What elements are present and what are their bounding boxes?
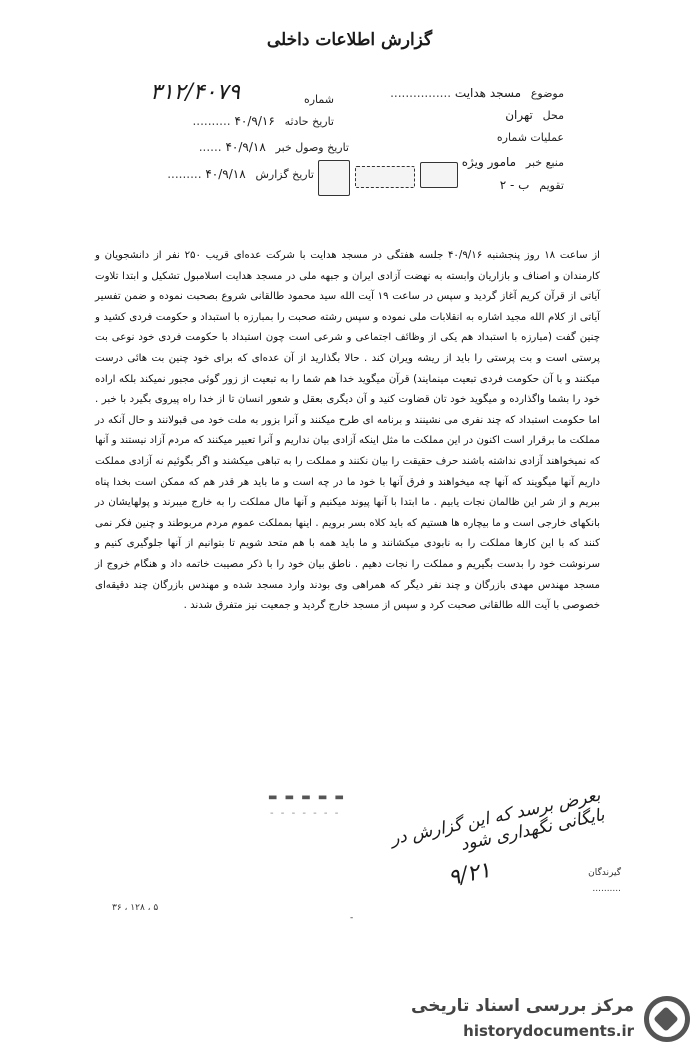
number-label: شماره [303, 93, 334, 106]
number-label-field [304, 92, 334, 106]
redaction-mark-2 [355, 166, 415, 188]
archive-logo-icon [644, 996, 690, 1042]
report-date-dots: ......... [167, 167, 202, 181]
footer-mark: - [350, 913, 354, 923]
footer-code: ۳۶ ، ۱۲۸ ، ۵ [112, 903, 159, 913]
receipt-date-value: ۴۰/۹/۱۸ [225, 140, 266, 154]
source-field [462, 155, 564, 169]
source-value: مامور ویژه [461, 155, 517, 169]
plaque-label: عملیات شماره [496, 131, 564, 144]
recipients-line: .......... [592, 884, 621, 894]
place-label: محل [542, 109, 564, 122]
receipt-date-label: تاریخ وصول خبر [275, 141, 349, 154]
report-body [95, 246, 600, 617]
document-number: ۳۱۲/۴۰۷۹ [150, 80, 241, 105]
report-date-value: ۴۰/۹/۱۸ [205, 167, 246, 181]
event-date-label: تاریخ حادثه [284, 115, 334, 128]
redaction-mark-1 [318, 160, 350, 196]
receipt-date-dots: ...... [198, 140, 222, 154]
event-date-value: ۴۰/۹/۱۶ [234, 114, 275, 128]
recipients-label: گیرندگان [588, 868, 621, 878]
document-title: گزارش اطلاعات داخلی [266, 30, 433, 50]
watermark-en: historydocuments.ir [463, 1022, 634, 1040]
event-date-field [192, 114, 334, 128]
subject-value: مسجد هدایت [454, 86, 521, 100]
subject-dots: ................ [390, 86, 452, 100]
handwritten-date: ۹/۲۱ [445, 857, 494, 892]
event-date-dots: .......... [192, 114, 231, 128]
report-date-label: تاریخ گزارش [255, 168, 314, 181]
place-field [505, 108, 564, 122]
place-value: تهران [505, 108, 533, 122]
separator-dashes: ▬ ▬ ▬ ▬ ▬ [268, 792, 346, 803]
subject-field [390, 86, 564, 100]
report-paragraph: از ساعت ۱۸ روز پنجشنبه ۴۰/۹/۱۶ جلسه هفتگی در مسجد هدایت با شرکت عده‌ای قریب ۲۵۰ نفر از دانشجویان و کارمندان و اصناف و بازاریان وابسته به نهضت آزادی ایران و جبهه ملی در مسجد هدایت اسلامبول تشکیل و ابتدا تلاوت آیاتی از قرآن کریم آغاز گردید و سپس در ساعت ۱۹ آیت الله سید محمود طالقانی شروع بصحبت نموده و ضمن تفسیر آیاتی از کلام الله مجید اشاره به انقلابات ملی نموده و سپس رشته صحبت را بمبارزه با استبداد و حکومت فردی کشید و چنین گفت (مبارزه با استبداد هم یکی از وظائف اجتماعی و شرعی است چون استبداد با حکومت فردی خود نوعی بت پرستی است و بت پرستی را باید از ریشه ویران کند . حالا بگذارید از آن عده‌ای که برای خود چنین بت هائی درست میکنند و با آن حکومت فردی تبعیت مینمایند) قرآن میگوید خدا هم شما را به تبعیت از زور گوئی مجبور نمیکند بلکه اراده خود را بشما واگذارده و میگوید خود تان قضاوت کنید و آن دیگری بعقل و شعور انسان تا از خدا راه پیروی بگیرد با خبر . اما حکومت استبداد که چند نفری می نشینند و برنامه ای طرح میکنند و آنرا بزور به ملت خود می قبولانند و حال آنکه در مملکت ما برقرار است اکنون در این مملکت ما مثل اینکه آزادی بیان نداریم و آنرا تعبیر میکنند که مردم آزاد نیستند و آنها که نمیخواهند آزادی نداشته باشند حرف حقیقت را بیان نکنند و مملکت را به تباهی میکشند و اگر بگوئیم نه آزادی مملکت داریم آنها میگویند که آنها چه میخواهند و فرق آنها با خود ما در چه است و ما باید هر قدر هم که ممکن است بخدا پناه ببریم و از شر این ظالمان نجات یابیم . ما ابتدا با آنها پیوند میکنیم و آنها مال مملکت را به خارج میبرند و پولهایشان در بانکهای خارجی است و ما بیچاره ها هستیم که باید کلاه بسر برویم . اینها بمملکت عموم مردم مربوطند و چنین فکر نمی کنند که با این کارها مملکت را به نابودی میکشانند و ما باید همه با هم متحد شویم تا بتوانیم از آنها جلوگیری کنیم و سرنوشت خود را بدست بگیریم و مملکت را نجات دهیم . ناطق بیان خود را با ذکر مصیبت خاتمه داد و هنگام خروج از مسجد مهندس مهدی بازرگان و چند نفر دیگر که همراهی وی بودند وارد مسجد شده و مهندس بازرگان چند دقیقه‌ای خصوصی با آیت الله طالقانی صحبت کرد و سپس از مسجد خارج گردید و جمعیت نیز متفرق شدند . [95, 250, 600, 612]
watermark [412, 990, 698, 1050]
subject-label: موضوع [530, 87, 564, 100]
source-label: منبع خبر [525, 156, 564, 169]
redaction-mark-3 [420, 162, 458, 188]
report-date-field [167, 167, 314, 181]
rating-label: تقویم [539, 179, 564, 192]
handwritten-note: بعرض برسد که این گزارش در بایگانی نگهداری شود [388, 785, 607, 856]
watermark-fa: مرکز بررسی اسناد تاریخی [411, 996, 634, 1016]
separator-faint: - - - - - - - [270, 808, 341, 819]
rating-value: ب - ۲ [499, 178, 530, 192]
plaque-field [497, 130, 564, 144]
receipt-date-field [199, 140, 349, 154]
rating-field [500, 178, 564, 192]
